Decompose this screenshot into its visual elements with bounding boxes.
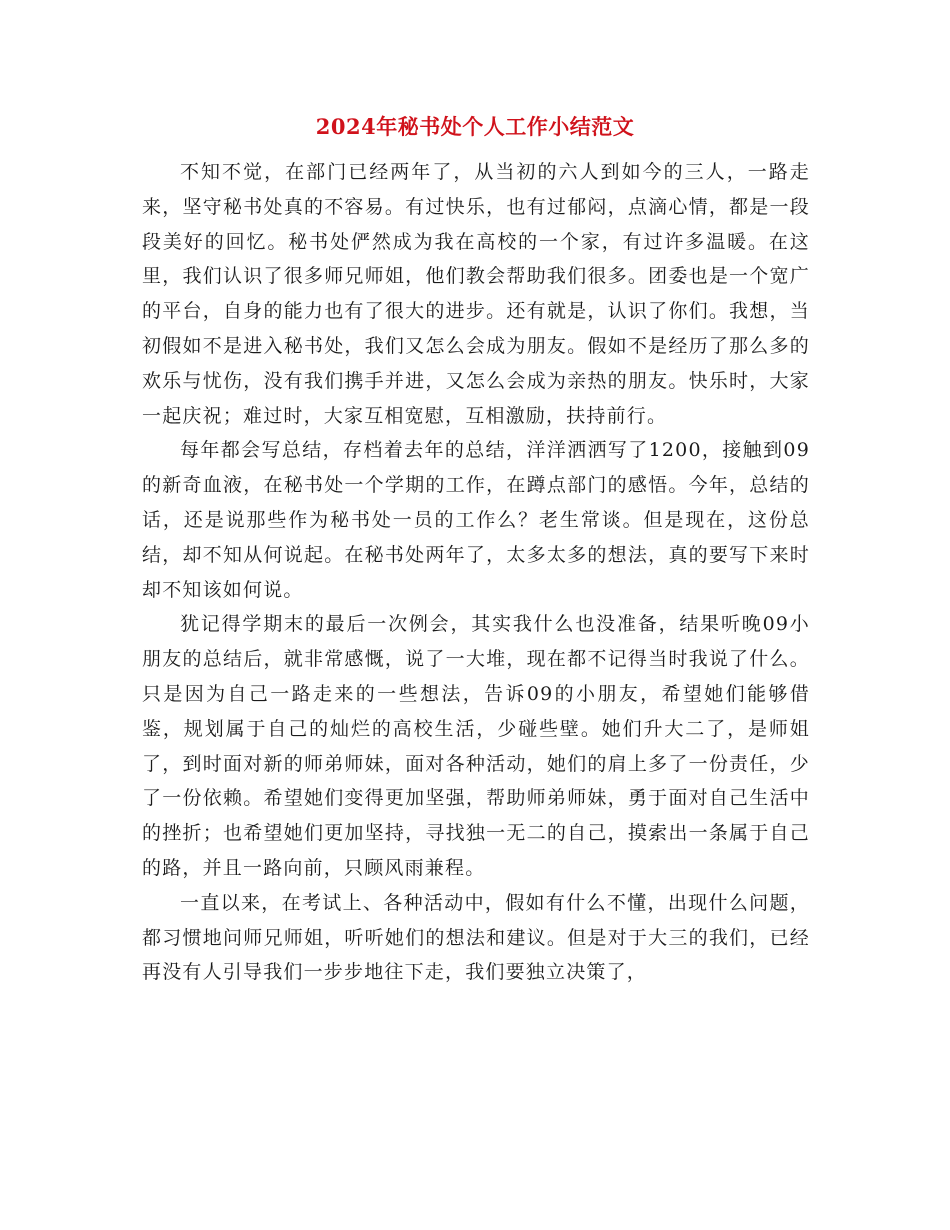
document-title: 2024年秘书处个人工作小结范文 [315,114,635,139]
paragraph: 每年都会写总结，存档着去年的总结，洋洋洒洒写了1200，接触到09的新奇血液，在秘书处一个学期的工作，在蹲点部门的感悟。今年，总结的话，还是说那些作为秘书处一员的工作么？老生常谈。但是现在，这份总结，却不知从何说起。在秘书处两年了，太多太多的想法，真的要写下来时却不知该如何说。 [142,439,810,601]
paragraph: 一直以来，在考试上、各种活动中，假如有什么不懂，出现什么问题，都习惯地问师兄师姐，听听她们的想法和建议。但是对于大三的我们，已经再没有人引导我们一步步地往下走，我们要独立决策了， [142,891,810,984]
paragraph: 犹记得学期末的最后一次例会，其实我什么也没准备，结果听晚09小朋友的总结后，就非常感慨，说了一大堆，现在都不记得当时我说了什么。只是因为自己一路走来的一些想法，告诉09的小朋友，希望她们能够借鉴，规划属于自己的灿烂的高校生活，少碰些壁。她们升大二了，是师姐了，到时面对新的师弟师妹，面对各种活动，她们的肩上多了一份责任，少了一份依赖。希望她们变得更加坚强，帮助师弟师妹，勇于面对自己生活中的挫折；也希望她们更加坚持，寻找独一无二的自己，摸索出一条属于自己的路，并且一路向前，只顾风雨兼程。 [142,613,810,879]
document-body [142,155,810,990]
paragraph: 不知不觉，在部门已经两年了，从当初的六人到如今的三人，一路走来，坚守秘书处真的不容易。有过快乐，也有过郁闷，点滴心情，都是一段段美好的回忆。秘书处俨然成为我在高校的一个家，有过许多温暖。在这里，我们认识了很多师兄师姐，他们教会帮助我们很多。团委也是一个宽广的平台，自身的能力也有了很大的进步。还有就是，认识了你们。我想，当初假如不是进入秘书处，我们又怎么会成为朋友。假如不是经历了那么多的欢乐与忧伤，没有我们携手并进，又怎么会成为亲热的朋友。快乐时，大家一起庆祝；难过时，大家互相宽慰，互相激励，扶持前行。 [142,161,810,427]
